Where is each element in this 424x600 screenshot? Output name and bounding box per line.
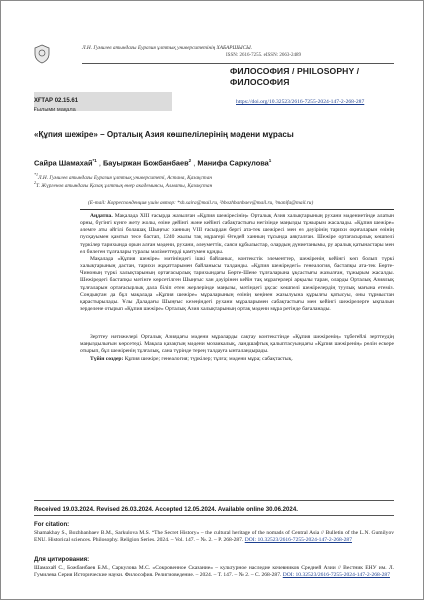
- citation-ru: Шамахай С., Божбанбаев Б.М., Саркулова М.С. «Сокровенное Сказание» – культурное наследие кочевников Средней Азии // Вестник ЕНУ им. Л. Гумилева Серия Исторические науки. Философия. Религиоведение. – 2024. – Т. 147. – № 2. – С. 268-287. DOI: 10.32523/2616-7255-2024-147-2-268-287: [34, 565, 394, 579]
- abstract: [80, 209, 394, 332]
- header-rule: [82, 63, 394, 64]
- author-sup: 1: [268, 158, 272, 163]
- journal-line: Л.Н. Гумилев атындағы Еуразия ұлттық университетінің ХАБАРШЫСЫ.: [82, 45, 253, 51]
- citation-heading-en: For citation:: [34, 521, 70, 528]
- email-line: (E-mail: Корреспонденция үшін автор: *sh.saira@mail.ru, ²bbozhbanbaev@mail.ru, ³manifa@mail.ru): [88, 200, 314, 206]
- article-type: Ғылыми мақала: [34, 107, 76, 113]
- abstract-conclusion: [80, 334, 394, 488]
- author-name: Бауыржан Божбанбаев: [103, 158, 189, 168]
- conclusion-paragraph: Зерттеу нәтижелері Орталық Азиядағы мәдени мұраларды сақтау контекстінде «Құпия шежіренің» тұбегейлі зерттеудің маңыздылығын көрсетеді. Мақала қазақтың мәдени мозаикалық, ландшафтық қалыптасуындағы «Құпия шежіренің» рөлін ескере отырып, бұл шежіренің тұлғалық, сана түрінде терең талдауға ынталандырады.: [80, 334, 394, 355]
- author-name: Сайра Шамахай: [34, 158, 93, 168]
- abstract-paragraph: Аңдатпа. Мақалада XIII ғасырда жазылған «Құпия шежіресінің» Орталық Азия халықтарының рухани мәдениетінде алатын орны, бүгінгі күнге жету жолы, өзіне дейінгі және кейінгі сабақтастығы негізінде маңызды тұжырым жасалады. «Құпия шежіре» әлемге аты әйгілі болашақ Шыңғыс ханның VIII ғасырдан бергі ата-тек шежіресі мен өз дәуірінің тарихи оқиғаларын өзінің пусқауымен қамтыз тесе бастап, 1240 жылы тақ мұрагері Өгедей ханның тұсында аяқталған. Шежіре ортағасырлық көшпелі түркілер тарихында орын алған мәдени, рухани, әлеуметтік, саяси құбылыстар, олардың дүниетанымы, ру аралық қатынастары мен ел билеген тұлғалары туралы мәліметтерді қамтумен құнды.: [80, 213, 394, 255]
- series-title-line-1: ФИЛОСОФИЯ / PHILOSOPHY /: [230, 66, 360, 76]
- citation-doi-link[interactable]: DOI: 10.32523/2616-7255-2024-147-2-268-287: [282, 572, 390, 579]
- article-title: «Құпия шежіре» – Орталық Азия көшпелілерінің мәдени мұрасы: [34, 130, 294, 139]
- series-title-line-2: ФИЛОСОФИЯ: [230, 77, 290, 87]
- author-sup: 2: [188, 158, 192, 163]
- doi-link[interactable]: https://doi.org/10.32523/2616-7255-2024-147-2-268-287: [236, 99, 365, 105]
- citation-doi-link[interactable]: DOI: 10.32523/2616-7255-2024-147-2-268-287: [244, 537, 352, 544]
- author-list: Сайра Шамахай$^{*1}$ , Бауыржан Божбанбаев$^2$ , Манифа Саркулова$^1$: [34, 158, 272, 168]
- issn-line: ISSN: 2616-7255. eISSN: 2663-2489: [226, 53, 302, 58]
- keywords-line: Түйін сөздер: Құпия шежіре; генеалогия; түркілер; тұлға; мәдени мұра; сабақтастық.: [90, 356, 293, 363]
- abstract-paragraph: Мақалада «Құпия шежіре» мәтініндегі ішкі байланыс, контекстік элементтер, шежіренің кейінгі көп болып түркі халықтарының дастан, тарихи жұқаттарымен байланысы талданды. «Құпия шежіредегі» генеалогия, бастапқы ата-тек Бөрте-Чиноның түркі халықтарының ортағасырлық тарихындағы Бөрте-Шене тұлғаларына ұқсастығы жазылған, тұжырым жасалды. Шежіредегі бастапқы мәтінге көрсетілген Шыңғыс хан дәуірінен кейін тақ мұрагерлері арқылы таран, оларды Орталық Азиялық тұлғаларын ортағасырлық дала біліп етен жерлерінде маңызы, мәтіндегі ұқсас көшпелі шежірелердің туулық мағына етеміз. Сондықтан да бұл мақалада «Құпия шежіре» мұраларының өзінің кеңінен жазылуына құрылғы қатысуы, оны тұрмыстан қарастырылады. Ұлы Даладағы Шыңғыс кезеңіндегі рухани мұраларымен сабақтастығы мен кейінгі шежірелерге ықпалын зерделене отырып «Құпия шежіре» Орталық Азия халықтарының ортақ мәдени мұра ретінде бағаланады.: [80, 255, 394, 313]
- citation-en: Shamakhay S., Bozhbanbaev B.M., Sarkulova M.S. “The Secret History» – the cultural heritage of the nomads of Central Asia // Bulletin of the L.N. Gumilyov ENU. Historical sciences. Philosophy. Religion Series. 2024. – Vol. 147. – №. 2. – P. 268-287. DOI: 10.32523/2616-7255-2024-147-2-268-287: [34, 530, 394, 544]
- dates-rule-bottom: [34, 515, 394, 516]
- affiliation-1: $^{*1}$Л.Н. Гумилев атындағы Еуразия ұлттық университеті, Астана, Қазақстан: [34, 172, 212, 181]
- dates-rule-top: [34, 500, 394, 501]
- publication-dates: Received 19.03.2024. Revised 26.03.2024. Accepted 12.05.2024. Available online 30.06.2024.: [34, 506, 298, 513]
- citation-heading-ru: Для цитирования:: [34, 556, 90, 563]
- university-emblem-icon: [34, 44, 50, 64]
- author-name: Манифа Саркулова: [197, 158, 269, 168]
- irsti-code: ХҒТАР 02.15.61: [34, 98, 79, 104]
- author-sup: *1: [92, 158, 97, 163]
- affiliation-2: $^2$Т. Жүргенов атындағы Қазақ ұлттық өнер академиясы, Алматы, Қазақстан: [34, 180, 213, 189]
